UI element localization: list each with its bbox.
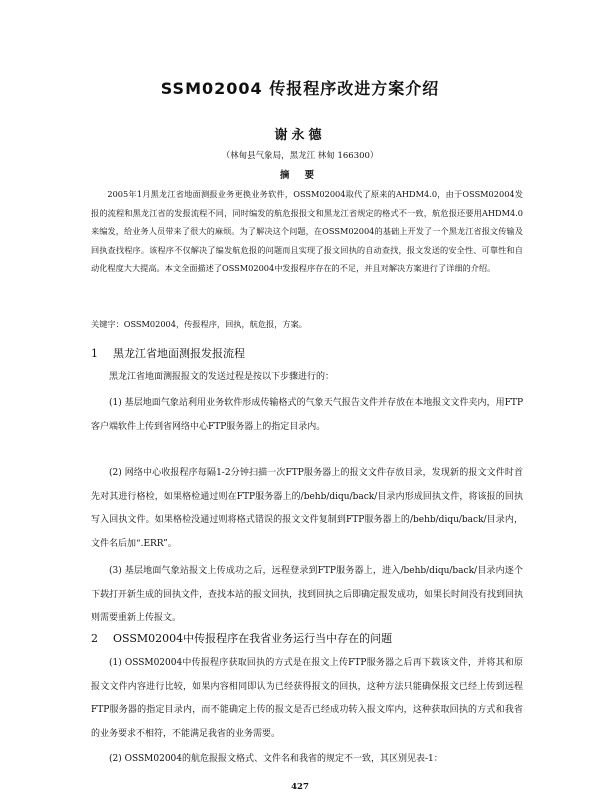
section-number: 2 — [91, 632, 98, 645]
paragraph: 黑龙江省地面测报报文的发送过程是按以下步骤进行的： — [109, 372, 335, 382]
abstract-text: 2005年1月黑龙江省地面测报业务更换业务软件，OSSM02004取代了原来的AHDM4.0，由于OSSM02004发报的流程和黑龙江省的发报流程不同，同时编发的航危报报文和黑龙江省规定的格式不一致，航危报还要用AHDM4.0来编发，给业务人员带来了很大的麻烦。为了解决这个问题，在OSSM02004的基础上开发了一个黑龙江省报文传输及回执查找程序。该程序不仅解决了编发航危报的问题而且实现了报文回执的自动查找，报文发送的安全性、可靠性和自动化程度大大提高。本文全面描述了OSSM02004中发报程序存在的不足，并且对解决方案进行了详细的介绍。 — [91, 189, 523, 274]
abstract-heading: 摘 要 — [279, 170, 321, 181]
paragraph: (1) 基层地面气象站利用业务软件形成传输格式的气象天气报告文件并存放在本地报文文件夹内，用FTP客户端软件上传到省网络中心FTP服务器上的指定目录内。 — [91, 398, 523, 432]
paragraph: (2) OSSM02004的航危报报文格式、文件名和我省的规定不一致，其区别见表-1： — [109, 754, 443, 764]
author-name: 谢永德 — [274, 128, 326, 143]
author-affiliation: （林甸县气象局，黑龙江 林甸 166300） — [221, 151, 379, 161]
page-number: 427 — [291, 782, 309, 792]
section-1-heading — [91, 345, 523, 361]
paragraph: (1) OSSM02004中传报程序获取回执的方式是在报文上传FTP服务器之后再下载该文件，并将其和原报文文件内容进行比较，如果内容相同即认为已经获得报文的回执，这种方法只能确保报文已经上传到远程FTP服务器的指定目录内，而不能确定上传的报文是否已经成功转入报文库内，这种获取回执的方式和我省的业务要求不相符，不能满足我省的业务需要。 — [91, 658, 523, 739]
paper-title: SSM02004 传报程序改进方案介绍 — [160, 79, 440, 98]
paragraph: (3) 基层地面气象站报文上传成功之后，远程登录到FTP服务器上，进入/behb/diqu/back/目录内逐个下载打开新生成的回执文件，查找本站的报文回执，找到回执之后即确定报发成功，如果长时间没有找到回执则需要重新上传报文。 — [91, 566, 524, 623]
section-number: 1 — [91, 347, 98, 360]
paragraph: (2) 网络中心收报程序每隔1-2分钟扫描一次FTP服务器上的报文文件存放目录，发现新的报文文件时首先对其进行格检，如果格检通过则在FTP服务器上的/behb/diqu/back/目录内形成回执文件，将该报的回执写入回执文件。如果格检没通过则将格式错误的报文文件复制到FTP服务器上的/behb/diqu/back/目录内，文件名后加“.ERR”。 — [91, 468, 523, 549]
keywords: 关键字：OSSM02004，传报程序，回执，航危报，方案。 — [91, 319, 307, 329]
section-title: 黑龙江省地面测报发报流程 — [113, 347, 245, 360]
section-2-heading — [91, 630, 523, 646]
section-title: OSSM02004中传报程序在我省业务运行当中存在的问题 — [113, 632, 393, 645]
